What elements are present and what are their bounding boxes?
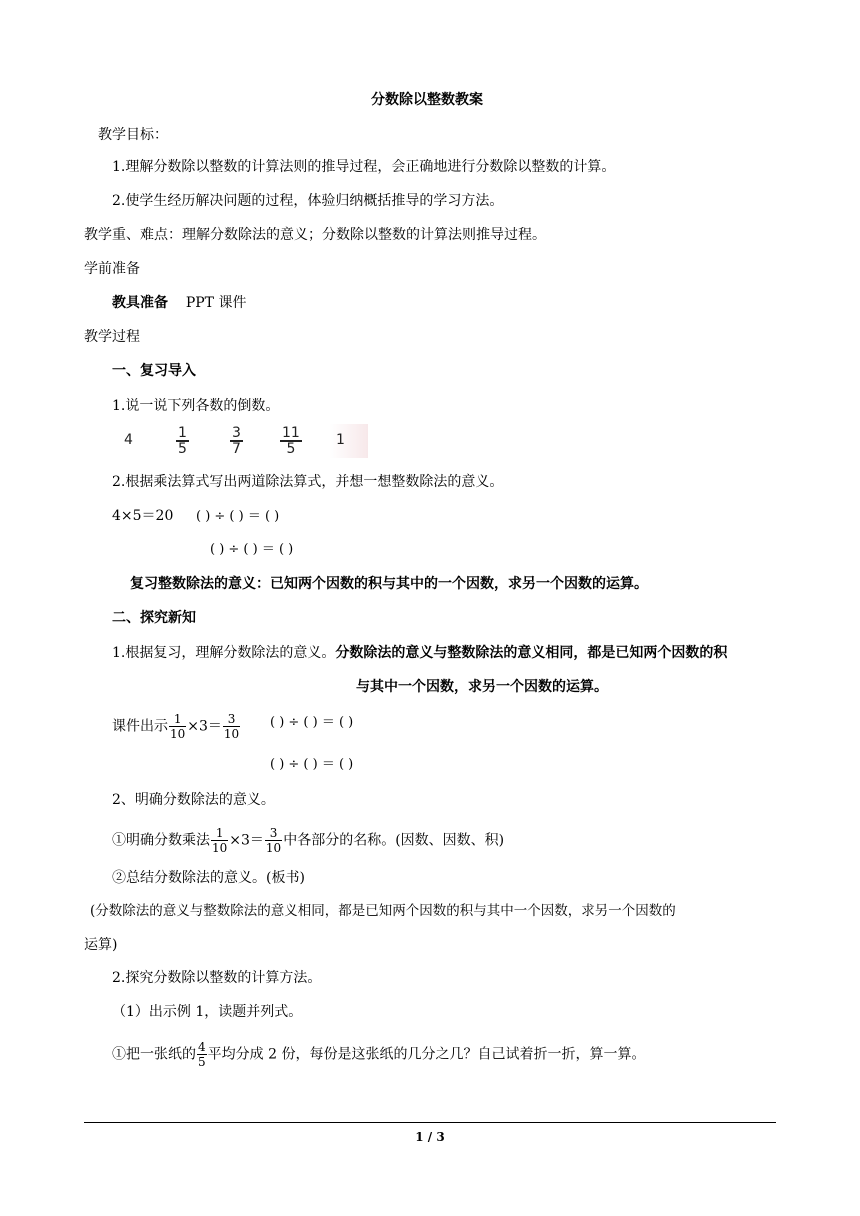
- paren-note-1: (分数除法的意义与整数除法的意义相同，都是已知两个因数的积与其中一个因数，求另一个因数的: [90, 903, 676, 919]
- clarify-heading: 2、明确分数除法的意义。: [112, 792, 275, 808]
- section-1-heading: 一、复习导入: [112, 363, 196, 379]
- division-blank-4: ( ) ÷ ( ) ＝ ( ): [270, 757, 354, 772]
- question-2: 2.根据乘法算式写出两道除法算式，并想一想整数除法的意义。: [112, 474, 504, 490]
- meaning-line-2: 与其中一个因数，求另一个因数的运算。: [356, 679, 608, 695]
- page-number: 1 / 3: [415, 1130, 445, 1144]
- fraction: $\frac{4}{5}$: [198, 1040, 206, 1069]
- reciprocal-item: $\frac{3}{7}$: [232, 425, 241, 457]
- tools-line: [112, 293, 246, 313]
- division-blank-2: ( ) ÷ ( ) ＝ ( ): [210, 542, 294, 557]
- process-heading: 教学过程: [84, 329, 140, 345]
- explore-heading: 2.探究分数除以整数的计算方法。: [112, 970, 322, 986]
- fraction: $\frac{1}{10}$: [170, 712, 186, 741]
- fraction: $\frac{1}{10}$: [212, 826, 228, 855]
- reciprocal-image: [112, 424, 368, 458]
- goal-1: 1.理解分数除以整数的计算法则的推导过程，会正确地进行分数除以整数的计算。: [112, 159, 616, 175]
- reciprocal-item: 1: [336, 432, 345, 448]
- reciprocal-item: $\frac{11}{5}$: [282, 425, 300, 457]
- fraction: $\frac{3}{10}$: [265, 826, 282, 855]
- question-1: 1.说一说下列各数的倒数。: [112, 398, 280, 414]
- goal-2: 2.使学生经历解决问题的过程，体验归纳概括推导的学习方法。: [112, 193, 504, 209]
- courseware-equation: 课件出示 $\frac{1}{10}$ ×3＝ $\frac{3}{10}$: [112, 712, 240, 741]
- example-question: ①把一张纸的 $\frac{4}{5}$ 平均分成 2 份，每份是这张纸的几分之几？自己试着折一折，算一算。: [112, 1040, 646, 1069]
- reciprocal-item: $\frac{1}{5}$: [178, 425, 187, 457]
- prep-heading: 学前准备: [84, 261, 140, 277]
- division-blank-1: ( ) ÷ ( ) ＝ ( ): [196, 509, 280, 524]
- paren-note-2: 运算): [84, 937, 118, 953]
- division-blank-3: ( ) ÷ ( ) ＝ ( ): [270, 715, 354, 730]
- tools-value: PPT 课件: [185, 295, 247, 311]
- example-1: （1）出示例 1，读题并列式。: [112, 1004, 303, 1020]
- reciprocal-item: 4: [124, 432, 133, 448]
- footer-rule: [84, 1122, 776, 1123]
- meaning-line-1: 1.根据复习，理解分数除法的意义。分数除法的意义与整数除法的意义相同，都是已知两个因数的积: [112, 645, 728, 661]
- tools-label: 教具准备: [112, 295, 168, 311]
- goals-heading: 教学目标：: [98, 127, 168, 143]
- mult-equation: 4×5＝20: [112, 508, 174, 524]
- section-2-heading: 二、探究新知: [112, 610, 196, 626]
- key-points: 教学重、难点：理解分数除法的意义；分数除以整数的计算法则推导过程。: [84, 227, 546, 243]
- fraction: $\frac{3}{10}$: [223, 712, 240, 741]
- doc-title: 分数除以整数教案: [371, 92, 483, 108]
- review-definition: 复习整数除法的意义：已知两个因数的积与其中的一个因数，求另一个因数的运算。: [130, 576, 648, 592]
- circle-item-1: ①明确分数乘法 $\frac{1}{10}$ ×3＝ $\frac{3}{10}$ 中各部分的名称。(因数、因数、积): [112, 826, 505, 855]
- circle-item-2: ②总结分数除法的意义。(板书): [112, 870, 305, 886]
